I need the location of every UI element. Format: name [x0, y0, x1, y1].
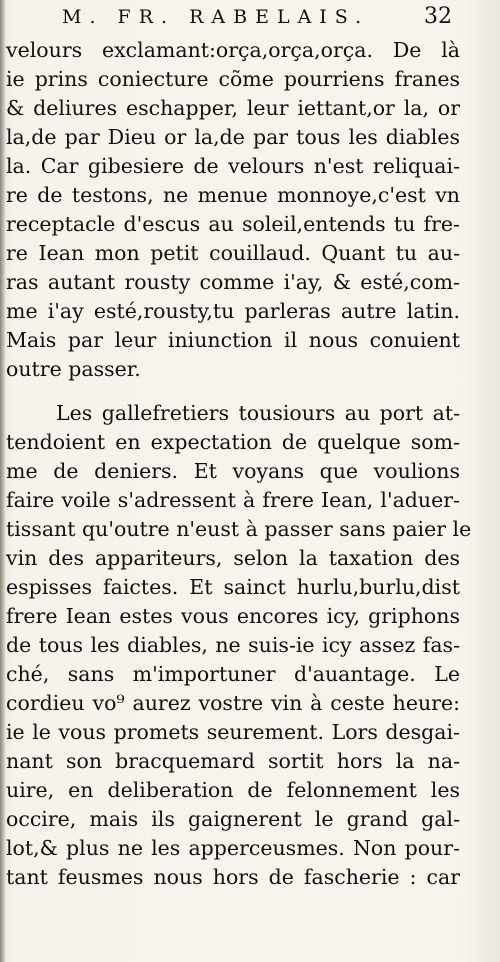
body-text: [6, 36, 472, 892]
paragraph-1: [6, 36, 460, 384]
page-number: 32: [424, 4, 452, 29]
text-line: la. Car gibesiere de velours n'est reliquai-: [6, 154, 460, 178]
text-line: de tous les diables, ne suis-ie icy assez fas-: [6, 633, 460, 657]
text-line: me i'ay esté,rousty,tu parleras autre latin.: [6, 299, 460, 323]
text-line: tissant qu'outre n'eust à passer sans paier le: [6, 517, 472, 541]
running-head-title: M. FR. RABELAIS.: [62, 6, 370, 28]
text-line: tant feusmes nous hors de fascherie : car: [6, 865, 460, 889]
text-line: Les gallefretiers tousiours au port at-: [56, 401, 460, 425]
text-line: me de deniers. Et voyans que voulions: [6, 459, 460, 483]
text-line: ché, sans m'importuner d'auantage. Le: [6, 662, 460, 686]
text-line: lot,& plus ne les apperceusmes. Non pour-: [6, 836, 460, 860]
text-line: velours exclamant:orça,orça,orça. De là: [6, 38, 460, 62]
text-line: espisses faictes. Et sainct hurlu,burlu,dist: [6, 575, 460, 599]
text-line: nant son bracquemard sortit hors la na-: [6, 749, 460, 773]
paragraph-gap: [6, 384, 460, 399]
text-line: cordieu vo⁹ aurez vostre vin à ceste heure:: [6, 691, 460, 715]
text-line: la,de par Dieu or la,de par tous les diables: [6, 125, 460, 149]
text-line: outre passer.: [6, 357, 141, 381]
text-line: re de testons, ne menue monnoye,c'est vn: [6, 183, 460, 207]
text-line: uire, en deliberation de felonnement les: [6, 778, 460, 802]
text-line: tendoient en expectation de quelque som-: [6, 430, 460, 454]
running-head: [0, 4, 500, 34]
text-line: ie prins coniecture cõme pourriens franes: [6, 67, 460, 91]
text-line: Mais par leur iniunction il nous conuient: [6, 328, 460, 352]
text-line: frere Iean estes vous encores icy, griphons: [6, 604, 460, 628]
text-line: ras autant rousty comme i'ay, & esté,com-: [6, 270, 460, 294]
text-line: & deliures eschapper, leur iettant,or la, or: [6, 96, 460, 120]
text-line: vin des appariteurs, selon la taxation des: [6, 546, 460, 570]
text-line: faire voile s'adressent à frere Iean, l'aduer-: [6, 488, 460, 512]
text-line: re Iean mon petit couillaud. Quant tu au-: [6, 241, 460, 265]
text-line: occire, mais ils gaignerent le grand gal-: [6, 807, 460, 831]
text-line: ie le vous promets seurement. Lors desgai-: [6, 720, 460, 744]
paragraph-2: [6, 399, 472, 892]
text-line: receptacle d'escus au soleil,entends tu fre-: [6, 212, 460, 236]
